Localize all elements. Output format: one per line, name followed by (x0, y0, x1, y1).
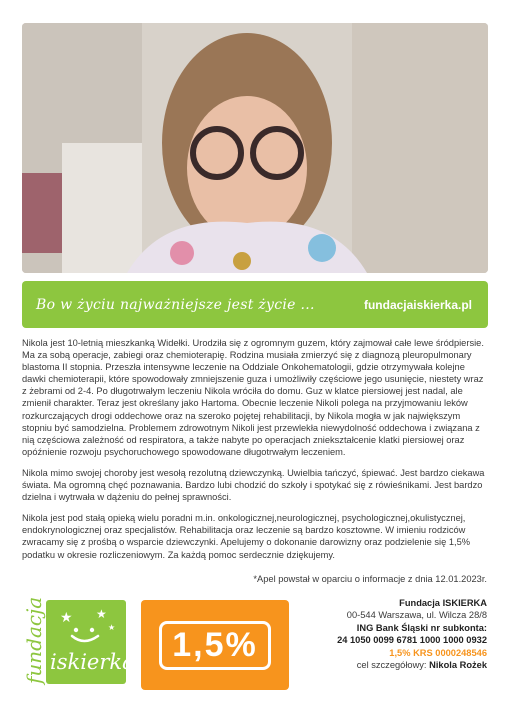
story-paragraph-3: Nikola jest pod stałą opieką wielu poradni m.in. onkologicznej,neurologicznej, psychologicznej,okulistycznej, endokrynologicznej oraz specjalistów. Rehabilitacja oraz leczenie są bardzo kosztowne. W imieniu rodziców zwracamy się z prośbą o wsparcie dziewczynki. Apelujemy o dokonanie darowizny oraz podzielenie się 1,5% podatku w okresie rozliczeniowym. Za każdą pomoc serdecznie dziękujemy. (22, 513, 471, 560)
iskierka-logo (22, 596, 135, 688)
goal-label: cel szczegółowy: (356, 660, 427, 671)
svg-text:★: ★ (108, 623, 116, 632)
website-link[interactable]: fundacjaiskierka.pl (363, 297, 472, 312)
goal-name: Nikola Rożek (429, 660, 487, 671)
org-address: 00-544 Warszawa, ul. Wilcza 28/8 (346, 610, 487, 621)
hero-photo (22, 23, 488, 273)
svg-text:★: ★ (60, 610, 73, 626)
tax-percent-badge (141, 600, 289, 690)
story-paragraph-1: Nikola jest 10-letnią mieszkanką Widełki. Urodziła się z ogromnym guzem, który zajmował całe lewe śródpiersie. Ma za sobą operacje, zabiegi oraz chemioterapię. Rodzina musiała zmierzyć się z diagnozą pleuropulmonary blastoma II stopnia. Przeszła intensywne leczenie na Oddziale Onkohematologii, gdzie otrzymywała kolejne dawki chemioterapii, które spowodowały zmniejszenie guza i umożliwiły częściowe jego usunięcie, niestety wraz z żebrami od 2-4. Po długotrwałym leczeniu Nikola wróciła do domu. Guz w klatce piersiowej jest nadal, ale zmienił charakter. Teraz jest określany jako Hartoma. Obecnie leczenie Nikoli polega na przyjmowaniu leków rozkurczających drogi oddechowe oraz na szeroko pojętej rehabilitacji, by Nikola mogła w jak największym stopniu być samodzielna. Problemem zdrowotnym Nikoli jest przewlekła niewydolność oddechowa i związana z nią częściowa zależność od respiratora, a także nabyte po operacjach zniekształcenie klatki piersiowej oraz opóźnienie rozwoju psychoruchowego spowodowane długotrwałym leczeniem. (22, 338, 484, 457)
goal-line (337, 659, 487, 671)
bank-label: ING Bank Śląski nr subkonta: (356, 622, 487, 633)
logo-fundacja-text: fundacja (22, 596, 46, 684)
slogan-banner (22, 281, 488, 328)
logo-iskierka-text: iskierka (50, 650, 135, 674)
child-photo-illustration (22, 23, 488, 273)
footnote: *Apel powstał w oparciu o informacje z dnia 12.01.2023r. (253, 574, 487, 584)
smiley-stars-icon (46, 600, 126, 650)
svg-text:★: ★ (96, 607, 107, 621)
tax-percent-value: 1,5% (159, 621, 271, 670)
krs-number: 1,5% KRS 0000248546 (389, 647, 487, 658)
story-text (22, 337, 488, 570)
contact-info (337, 597, 487, 671)
story-paragraph-2: Nikola mimo swojej choroby jest wesołą rezolutną dziewczynką. Uwielbia tańczyć, śpiewać. Jest bardzo ciekawa świata. Ma ogromną chęć poznawania. Bardzo lubi chodzić do szkoły i spotykać się z rówieśnikami. Jest bardzo dzielna i wytrwała w dążeniu do pełnej sprawności. (22, 467, 485, 503)
slogan-text: Bo w życiu najważniejsze jest życie ... (36, 296, 315, 313)
org-name: Fundacja ISKIERKA (399, 598, 487, 608)
bank-account: 24 1050 0099 6781 1000 1000 0932 (337, 635, 487, 646)
